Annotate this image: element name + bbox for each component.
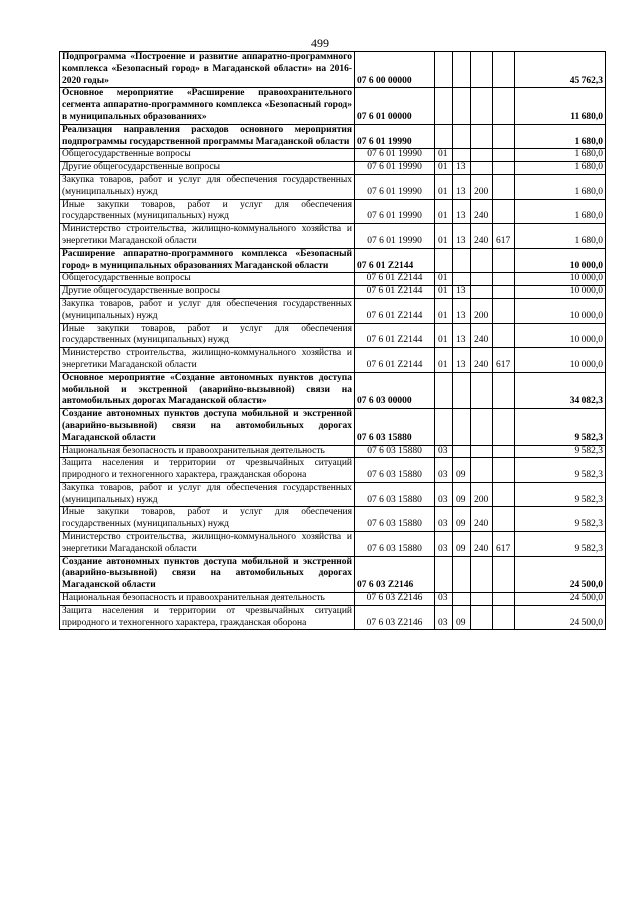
row-rz: [435, 52, 453, 88]
row-vr: 200: [471, 174, 493, 199]
row-code: 07 6 01 19990: [355, 224, 435, 249]
row-amount: 9 582,3: [515, 458, 606, 483]
row-vr: [471, 445, 493, 458]
table-row: [60, 372, 606, 408]
row-gr: [493, 605, 515, 630]
row-rz: 03: [435, 445, 453, 458]
row-amount: 45 762,3: [515, 52, 606, 88]
row-amount: 9 582,3: [515, 409, 606, 445]
row-pr: [453, 372, 471, 408]
table-row: [60, 445, 606, 458]
row-gr: [493, 372, 515, 408]
table-row: [60, 149, 606, 162]
row-gr: [493, 298, 515, 323]
table-row: [60, 224, 606, 249]
row-rz: [435, 248, 453, 273]
row-gr: 617: [493, 532, 515, 557]
row-name: Создание автономных пунктов доступа мобильной и экстренной (аварийно-вызывной) связи на автомобильных дорогах Магаданской области: [60, 409, 355, 445]
row-rz: 03: [435, 605, 453, 630]
row-rz: 01: [435, 298, 453, 323]
row-vr: 240: [471, 224, 493, 249]
row-name: Закупка товаров, работ и услуг для обеспечения государственных (муниципальных) нужд: [60, 174, 355, 199]
row-code: 07 6 03 15880: [355, 458, 435, 483]
row-gr: [493, 199, 515, 224]
row-code: 07 6 01 Z2144: [355, 298, 435, 323]
row-pr: 13: [453, 286, 471, 299]
row-amount: 1 680,0: [515, 224, 606, 249]
row-gr: [493, 52, 515, 88]
row-code: 07 6 00 00000: [355, 52, 435, 88]
row-vr: [471, 556, 493, 592]
row-amount: 10 000,0: [515, 323, 606, 348]
row-gr: [493, 286, 515, 299]
row-rz: 01: [435, 286, 453, 299]
row-name: Защита населения и территории от чрезвычайных ситуаций природного и техногенного характера, гражданская оборона: [60, 458, 355, 483]
row-gr: [493, 88, 515, 124]
row-gr: [493, 458, 515, 483]
row-pr: 13: [453, 224, 471, 249]
row-name: Другие общегосударственные вопросы: [60, 162, 355, 175]
row-pr: [453, 52, 471, 88]
row-code: 07 6 03 Z2146: [355, 605, 435, 630]
row-gr: [493, 593, 515, 606]
row-gr: [493, 556, 515, 592]
row-amount: 34 082,3: [515, 372, 606, 408]
row-pr: 13: [453, 298, 471, 323]
row-vr: 240: [471, 507, 493, 532]
row-gr: [493, 507, 515, 532]
row-pr: [453, 88, 471, 124]
row-amount: 9 582,3: [515, 482, 606, 507]
row-vr: [471, 88, 493, 124]
row-rz: 01: [435, 273, 453, 286]
row-code: 07 6 01 Z2144: [355, 248, 435, 273]
row-gr: 617: [493, 224, 515, 249]
row-name: Министерство строительства, жилищно-коммунального хозяйства и энергетики Магаданской области: [60, 224, 355, 249]
row-amount: 24 500,0: [515, 556, 606, 592]
row-rz: 01: [435, 162, 453, 175]
row-amount: 9 582,3: [515, 445, 606, 458]
table-row: [60, 162, 606, 175]
row-amount: 24 500,0: [515, 593, 606, 606]
row-code: 07 6 03 Z2146: [355, 556, 435, 592]
table-row: [60, 199, 606, 224]
row-code: 07 6 01 19990: [355, 149, 435, 162]
row-pr: [453, 445, 471, 458]
row-code: 07 6 01 00000: [355, 88, 435, 124]
row-gr: [493, 409, 515, 445]
row-name: Иные закупки товаров, работ и услуг для обеспечения государственных (муниципальных) нужд: [60, 323, 355, 348]
row-pr: 13: [453, 348, 471, 373]
row-amount: 10 000,0: [515, 348, 606, 373]
row-rz: 01: [435, 224, 453, 249]
row-gr: [493, 273, 515, 286]
row-vr: [471, 124, 493, 149]
row-vr: 240: [471, 323, 493, 348]
row-rz: 03: [435, 507, 453, 532]
row-code: 07 6 01 19990: [355, 124, 435, 149]
row-name: Основное мероприятие «Создание автономных пунктов доступа мобильной и экстренной (аварийно-вызывной) связи на автомобильных дорогах Магаданской области»: [60, 372, 355, 408]
row-vr: 240: [471, 532, 493, 557]
row-vr: [471, 273, 493, 286]
row-gr: [493, 445, 515, 458]
row-name: Министерство строительства, жилищно-коммунального хозяйства и энергетики Магаданской области: [60, 348, 355, 373]
table-row: [60, 323, 606, 348]
row-amount: 9 582,3: [515, 532, 606, 557]
row-pr: [453, 273, 471, 286]
row-gr: [493, 174, 515, 199]
table-row: [60, 348, 606, 373]
row-pr: 13: [453, 323, 471, 348]
row-rz: 03: [435, 458, 453, 483]
row-code: 07 6 01 Z2144: [355, 273, 435, 286]
budget-table: [59, 51, 606, 630]
row-pr: 09: [453, 482, 471, 507]
row-code: 07 6 03 15880: [355, 445, 435, 458]
row-code: 07 6 03 15880: [355, 507, 435, 532]
row-vr: [471, 248, 493, 273]
row-pr: [453, 149, 471, 162]
row-name: Иные закупки товаров, работ и услуг для обеспечения государственных (муниципальных) нужд: [60, 507, 355, 532]
table-row: [60, 88, 606, 124]
row-code: 07 6 01 Z2144: [355, 348, 435, 373]
row-rz: 01: [435, 323, 453, 348]
row-amount: 24 500,0: [515, 605, 606, 630]
table-row: [60, 124, 606, 149]
row-amount: 1 680,0: [515, 162, 606, 175]
table-body: [60, 52, 606, 630]
row-pr: [453, 124, 471, 149]
row-rz: 01: [435, 149, 453, 162]
row-name: Подпрограмма «Построение и развитие аппаратно-программного комплекса «Безопасный город» в Магаданской области» на 2016-2020 годы»: [60, 52, 355, 88]
row-code: 07 6 01 19990: [355, 162, 435, 175]
row-name: Защита населения и территории от чрезвычайных ситуаций природного и техногенного характера, гражданская оборона: [60, 605, 355, 630]
row-name: Общегосударственные вопросы: [60, 273, 355, 286]
table-row: [60, 52, 606, 88]
row-pr: [453, 593, 471, 606]
table-row: [60, 174, 606, 199]
row-name: Общегосударственные вопросы: [60, 149, 355, 162]
table-row: [60, 507, 606, 532]
row-name: Министерство строительства, жилищно-коммунального хозяйства и энергетики Магаданской области: [60, 532, 355, 557]
row-vr: [471, 162, 493, 175]
row-pr: 13: [453, 199, 471, 224]
row-code: 07 6 01 19990: [355, 199, 435, 224]
table-row: [60, 286, 606, 299]
row-amount: 1 680,0: [515, 174, 606, 199]
row-vr: [471, 458, 493, 483]
row-name: Национальная безопасность и правоохранительная деятельность: [60, 593, 355, 606]
row-vr: [471, 593, 493, 606]
row-code: 07 6 01 Z2144: [355, 286, 435, 299]
row-amount: 1 680,0: [515, 149, 606, 162]
row-rz: 03: [435, 532, 453, 557]
row-pr: 13: [453, 174, 471, 199]
row-code: 07 6 01 Z2144: [355, 323, 435, 348]
row-vr: [471, 409, 493, 445]
row-vr: [471, 605, 493, 630]
row-gr: [493, 124, 515, 149]
row-pr: 09: [453, 605, 471, 630]
table-row: [60, 593, 606, 606]
row-gr: 617: [493, 348, 515, 373]
row-amount: 10 000,0: [515, 273, 606, 286]
row-vr: [471, 52, 493, 88]
row-vr: 200: [471, 298, 493, 323]
row-gr: [493, 149, 515, 162]
row-code: 07 6 03 15880: [355, 532, 435, 557]
row-vr: [471, 149, 493, 162]
row-vr: [471, 286, 493, 299]
row-code: 07 6 03 15880: [355, 482, 435, 507]
row-rz: [435, 124, 453, 149]
row-rz: [435, 372, 453, 408]
row-vr: [471, 372, 493, 408]
row-name: Иные закупки товаров, работ и услуг для обеспечения государственных (муниципальных) нужд: [60, 199, 355, 224]
row-rz: 03: [435, 593, 453, 606]
row-name: Реализация направления расходов основного мероприятия подпрограммы государственной программы Магаданской области: [60, 124, 355, 149]
row-pr: 09: [453, 532, 471, 557]
row-rz: [435, 556, 453, 592]
row-amount: 11 680,0: [515, 88, 606, 124]
table-row: [60, 298, 606, 323]
row-vr: 240: [471, 348, 493, 373]
table-row: [60, 605, 606, 630]
row-amount: 10 000,0: [515, 286, 606, 299]
row-rz: 01: [435, 199, 453, 224]
row-code: 07 6 03 15880: [355, 409, 435, 445]
row-name: Расширение аппаратно-программного комплекса «Безопасный город» в муниципальных образованиях Магаданской области: [60, 248, 355, 273]
table-row: [60, 556, 606, 592]
row-rz: 01: [435, 348, 453, 373]
row-name: Закупка товаров, работ и услуг для обеспечения государственных (муниципальных) нужд: [60, 482, 355, 507]
row-amount: 1 680,0: [515, 199, 606, 224]
row-amount: 10 000,0: [515, 298, 606, 323]
row-amount: 1 680,0: [515, 124, 606, 149]
row-pr: [453, 556, 471, 592]
table-row: [60, 248, 606, 273]
row-name: Другие общегосударственные вопросы: [60, 286, 355, 299]
row-gr: [493, 482, 515, 507]
row-name: Национальная безопасность и правоохранительная деятельность: [60, 445, 355, 458]
row-pr: [453, 248, 471, 273]
row-code: 07 6 01 19990: [355, 174, 435, 199]
row-gr: [493, 323, 515, 348]
row-rz: 03: [435, 482, 453, 507]
row-pr: 13: [453, 162, 471, 175]
row-gr: [493, 162, 515, 175]
page-number: 499: [311, 36, 329, 50]
row-name: Закупка товаров, работ и услуг для обеспечения государственных (муниципальных) нужд: [60, 298, 355, 323]
row-code: 07 6 03 Z2146: [355, 593, 435, 606]
row-vr: 240: [471, 199, 493, 224]
row-amount: 9 582,3: [515, 507, 606, 532]
row-pr: 09: [453, 458, 471, 483]
table-row: [60, 532, 606, 557]
table-row: [60, 409, 606, 445]
row-amount: 10 000,0: [515, 248, 606, 273]
row-code: 07 6 03 00000: [355, 372, 435, 408]
row-name: Создание автономных пунктов доступа мобильной и экстренной (аварийно-вызывной) связи на автомобильных дорогах Магаданской области: [60, 556, 355, 592]
row-rz: [435, 88, 453, 124]
row-vr: 200: [471, 482, 493, 507]
table-row: [60, 458, 606, 483]
table-row: [60, 273, 606, 286]
row-gr: [493, 248, 515, 273]
row-rz: 01: [435, 174, 453, 199]
row-rz: [435, 409, 453, 445]
row-pr: 09: [453, 507, 471, 532]
row-pr: [453, 409, 471, 445]
table-row: [60, 482, 606, 507]
row-name: Основное мероприятие «Расширение правоохранительного сегмента аппаратно-программного комплекса «Безопасный город» в муниципальных образованиях»: [60, 88, 355, 124]
